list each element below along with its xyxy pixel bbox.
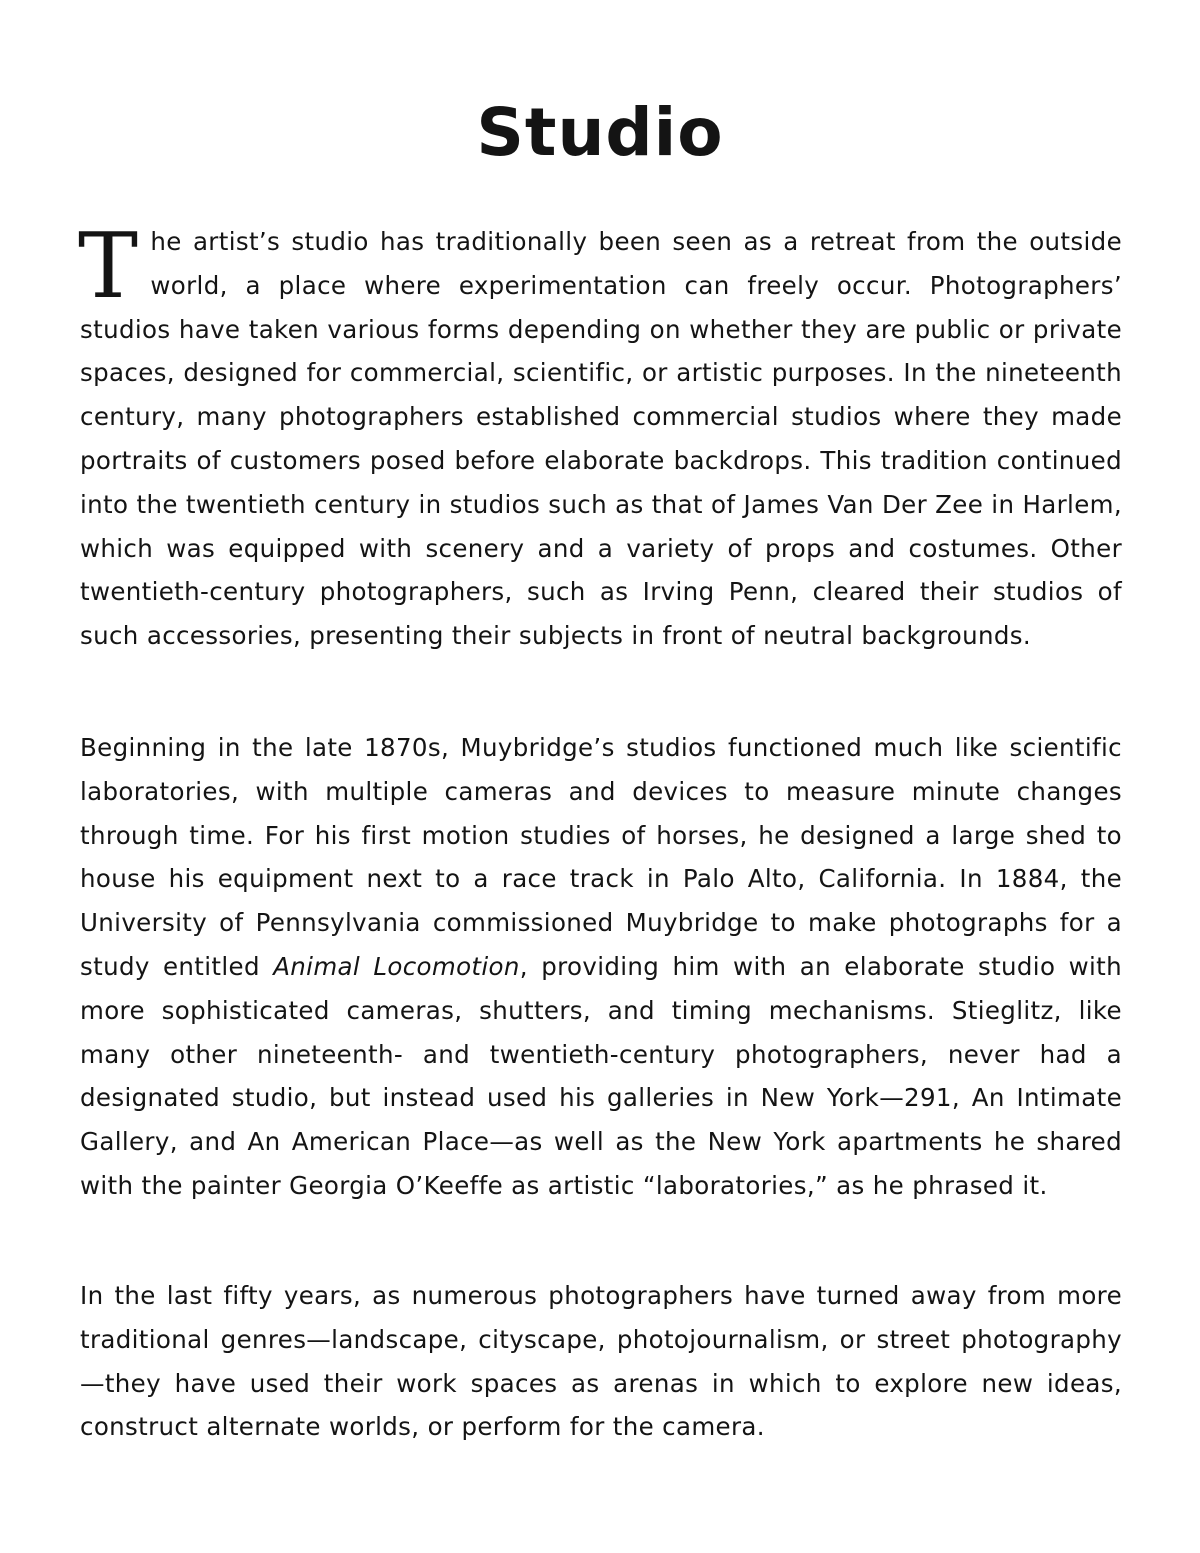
paragraph-3-text: In the last fifty years, as numerous photographers have turned away from more traditional genres—landscape, cityscape, photojournalism, or street photography—they have used their work spaces as arenas in which to explore new ideas, construct alternate worlds, or perform for the camera. xyxy=(80,1281,1122,1442)
page-title: Studio xyxy=(476,94,724,171)
paragraph-2-text-start: Beginning in the late 1870s, Muybridge’s studios functioned much like scientific laboratories, with multiple cameras and devices to measure minute changes through time. For his first motion studies of horses, he designed a large shed to house his equipment next to a race track in Palo Alto, California. In 1884, the University of Pennsylvania commissioned Muybridge to make photographs for a study entitled xyxy=(80,733,1122,981)
drop-cap: T xyxy=(78,214,139,319)
paragraph-2-text-end: , providing him with an elaborate studio with more sophisticated cameras, shutters, and timing mechanisms. Stieglitz, like many other nineteenth- and twentieth-century photographers, never had a designated studio, but instead used his galleries in New York—291, An Intimate Gallery, and An American Place—as well as the New York apartments he shared with the painter Georgia O’Keeffe as artistic “laboratories,” as he phrased it. xyxy=(80,951,1122,1200)
paragraph-2 xyxy=(80,726,1122,1208)
paragraph-1 xyxy=(78,214,1122,658)
paragraph-3 xyxy=(80,1274,1122,1449)
book-title-italic: Animal Locomotion xyxy=(273,951,520,981)
paragraph-1-text: he artist’s studio has traditionally been seen as a retreat from the outside world, a place where experimentation can freely occur. Photographers’ studios have taken various forms depending on whether they are public or private spaces, designed for commercial, scientific, or artistic purposes. In the nineteenth century, many photographers established commercial studios where they made portraits of customers posed before elaborate backdrops. This tradition continued into the twentieth century in studios such as that of James Van Der Zee in Harlem, which was equipped with scenery and a variety of props and costumes. Other twentieth-century photographers, such as Irving Penn, cleared their studios of such accessories, presenting their subjects in front of neutral backgrounds. xyxy=(80,227,1122,651)
